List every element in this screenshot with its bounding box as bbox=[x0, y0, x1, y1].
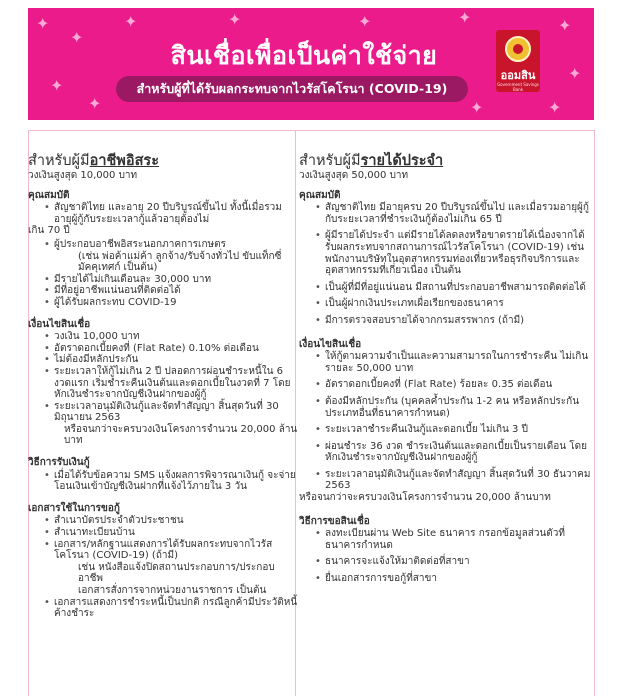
list-item: • เมื่อได้รับข้อความ SMS แจ้งผลการพิจารณาเงินกู้ จะจ่ายโอนเงินเข้าบัญชีเงินฝากที่แจ้งไว้ภายใน 3 วัน bbox=[28, 470, 298, 493]
list-item: • เป็นผู้ที่มีที่อยู่แน่นอน มีสถานที่ประกอบอาชีพสามารถติดต่อได้ bbox=[299, 282, 595, 294]
section-title: เอกสารใช้ในการขอกู้ bbox=[28, 502, 120, 514]
list-item: (เช่น พ่อค้าแม่ค้า ลูกจ้าง/รับจ้างทั่วไป ขับแท็กซี่ มัคคุเทศก์ เป็นต้น) bbox=[78, 250, 282, 274]
list-item: • ไม่ต้องมีหลักประกัน bbox=[28, 354, 298, 366]
list-item: เกิน 70 ปี bbox=[28, 225, 70, 237]
list-item: • เป็นผู้ฝากเงินประเภทเผื่อเรียกของธนาคาร bbox=[299, 298, 595, 310]
banner-subtitle: สำหรับผู้ที่ได้รับผลกระทบจากไวรัสโคโรนา (COVID-19) bbox=[116, 76, 468, 102]
sparkle-icon: ✦ bbox=[88, 94, 102, 113]
qualification-list bbox=[299, 202, 595, 326]
list-item: เอกสารสั่งการจากหน่วยงานราชการ เป็นต้น bbox=[78, 585, 267, 596]
logo-subtext: Government Savings Bank bbox=[497, 82, 539, 92]
section-title: วิธีการขอสินเชื่อ bbox=[299, 515, 370, 527]
bank-logo bbox=[496, 30, 540, 92]
qualification-list bbox=[28, 202, 298, 308]
list-item: • อัตราดอกเบี้ยคงที่ (Flat Rate) ร้อยละ 0.35 ต่อเดือน bbox=[299, 379, 595, 391]
section-title: วิธีการรับเงินกู้ bbox=[28, 457, 90, 469]
list-item: • มีที่อยู่อาชีพแน่นอนที่ติดต่อได้ bbox=[28, 285, 298, 297]
list-item: • วงเงิน 10,000 บาท bbox=[28, 331, 298, 343]
list-item: • ลงทะเบียนผ่าน Web Site ธนาคาร กรอกข้อมูลส่วนตัวที่ธนาคารกำหนด bbox=[299, 528, 595, 551]
list-item: หรือจนกว่าจะครบวงเงินโครงการจำนวน 20,000 ล้านบาท bbox=[299, 492, 551, 504]
list-item: • สำเนาทะเบียนบ้าน bbox=[28, 527, 298, 539]
list-item: • ธนาคารจะแจ้งให้มาติดต่อที่สาขา bbox=[299, 556, 595, 568]
list-item: • ระยะเวลาให้กู้ไม่เกิน 2 ปี ปลอดการผ่อนชำระหนี้ใน 6 งวดแรก เริ่มชำระคืนเงินต้นและดอกเบี้ยในงวดที่ 7 โดยหักเงินชำระจากบัญชีเงินฝากของผู้กู้ bbox=[28, 366, 298, 401]
sparkle-icon: ✦ bbox=[358, 12, 372, 31]
list-item: • เอกสารแสดงการชำระหนี้เป็นปกติ กรณีลูกค้ามีประวัติหนี้ค้างชำระ bbox=[28, 597, 298, 620]
sparkle-icon: ✦ bbox=[568, 64, 582, 83]
application-steps-list bbox=[299, 528, 595, 584]
section-heading: สำหรับผู้มีอาชีพอิสระ bbox=[28, 153, 159, 169]
sparkle-icon: ✦ bbox=[458, 8, 472, 27]
sparkle-icon: ✦ bbox=[548, 98, 562, 117]
list-item: • ผู้มีรายได้ประจำ แต่มีรายได้ลดลงหรือขาดรายได้เนื่องจากได้รับผลกระทบจากสถานการณ์ไวรัสโคโรนา (COVID-19) เช่น พนักงานบริษัทในอุตสาหกรรมท่องเที่ยวหรือธุรกิจบริการและอุตสาหกรรมที่เกี่ยวเนื่อง เป็นต้น bbox=[299, 230, 595, 276]
section-title: เงื่อนไขสินเชื่อ bbox=[28, 318, 91, 330]
sparkle-icon: ✦ bbox=[228, 10, 242, 29]
list-item: • ระยะเวลาอนุมัติเงินกู้และจัดทำสัญญา สิ้นสุดวันที่ 30 มิถุนายน 2563 bbox=[28, 401, 298, 424]
list-item: • มีรายได้ไม่เกินเดือนละ 30,000 บาท bbox=[28, 274, 298, 286]
list-item: • สัญชาติไทย มีอายุครบ 20 ปีบริบูรณ์ขึ้นไป และเมื่อรวมอายุผู้กู้กับระยะเวลาที่ชำระเงินกู้ต้องไม่เกิน 65 ปี bbox=[299, 202, 595, 225]
list-item: • มีการตรวจสอบรายได้จากกรมสรรพากร (ถ้ามี) bbox=[299, 315, 595, 327]
emblem-icon bbox=[505, 36, 531, 62]
logo-brand: ออมสิน bbox=[500, 69, 536, 82]
section-heading: สำหรับผู้มีรายได้ประจำ bbox=[299, 153, 444, 169]
section-title: คุณสมบัติ bbox=[299, 189, 341, 201]
list-item: • ผ่อนชำระ 36 งวด ชำระเงินต้นและดอกเบี้ยเป็นรายเดือน โดยหักเงินชำระจากบัญชีเงินฝากของผู้กู้ bbox=[299, 441, 595, 464]
sparkle-icon: ✦ bbox=[558, 16, 572, 35]
documents-list bbox=[28, 515, 298, 619]
sparkle-icon: ✦ bbox=[70, 28, 84, 47]
list-item: • ยื่นเอกสารการขอกู้ที่สาขา bbox=[299, 573, 595, 585]
sparkle-icon: ✦ bbox=[50, 76, 64, 95]
header-banner bbox=[28, 8, 594, 120]
sparkle-icon: ✦ bbox=[470, 98, 484, 117]
list-item: • เอกสาร/หลักฐานแสดงการได้รับผลกระทบจากไวรัสโคโรนา (COVID-19) (ถ้ามี) bbox=[28, 539, 298, 562]
receive-loan-list bbox=[28, 470, 298, 493]
conditions-list bbox=[299, 351, 595, 504]
section-title: คุณสมบัติ bbox=[28, 189, 70, 201]
list-item: เช่น หนังสือแจ้งปิดสถานประกอบการ/ประกอบอาชีพ bbox=[78, 561, 275, 585]
divider bbox=[28, 130, 594, 131]
list-item: • ระยะเวลาชำระคืนเงินกู้และดอกเบี้ย ไม่เกิน 3 ปี bbox=[299, 424, 595, 436]
sparkle-icon: ✦ bbox=[36, 14, 50, 33]
conditions-list bbox=[28, 331, 298, 447]
self-employed-column bbox=[28, 152, 298, 620]
section-title: เงื่อนไขสินเชื่อ bbox=[299, 338, 362, 350]
sparkle-icon: ✦ bbox=[124, 12, 138, 31]
list-item: • ผู้ประกอบอาชีพอิสระนอกภาคการเกษตร bbox=[28, 239, 298, 251]
credit-limit: วงเงินสูงสุด 10,000 บาท bbox=[28, 170, 138, 181]
list-item: • ผู้ได้รับผลกระทบ COVID-19 bbox=[28, 297, 298, 309]
list-item: • ต้องมีหลักประกัน (บุคคลค้ำประกัน 1-2 คน หรือหลักประกันประเภทอื่นที่ธนาคารกำหนด) bbox=[299, 396, 595, 419]
list-item: • อัตราดอกเบี้ยคงที่ (Flat Rate) 0.10% ต่อเดือน bbox=[28, 343, 298, 355]
list-item: • ระยะเวลาอนุมัติเงินกู้และจัดทำสัญญา สิ้นสุดวันที่ 30 ธันวาคม 2563 bbox=[299, 469, 595, 492]
banner-title: สินเชื่อเพื่อเป็นค่าใช้จ่าย bbox=[170, 41, 438, 70]
list-item: • ให้กู้ตามความจำเป็นและความสามารถในการชำระคืน ไม่เกินรายละ 50,000 บาท bbox=[299, 351, 595, 374]
list-item: • สำเนาบัตรประจำตัวประชาชน bbox=[28, 515, 298, 527]
list-item: หรือจนกว่าจะครบวงเงินโครงการจำนวน 20,000 ล้านบาท bbox=[64, 423, 298, 447]
salaried-column bbox=[299, 152, 595, 590]
list-item: • สัญชาติไทย และอายุ 20 ปีบริบูรณ์ขึ้นไป ทั้งนี้เมื่อรวมอายุผู้กู้กับระยะเวลากู้แล้วอายุต้องไม่ bbox=[28, 202, 298, 225]
credit-limit: วงเงินสูงสุด 50,000 บาท bbox=[299, 170, 409, 181]
